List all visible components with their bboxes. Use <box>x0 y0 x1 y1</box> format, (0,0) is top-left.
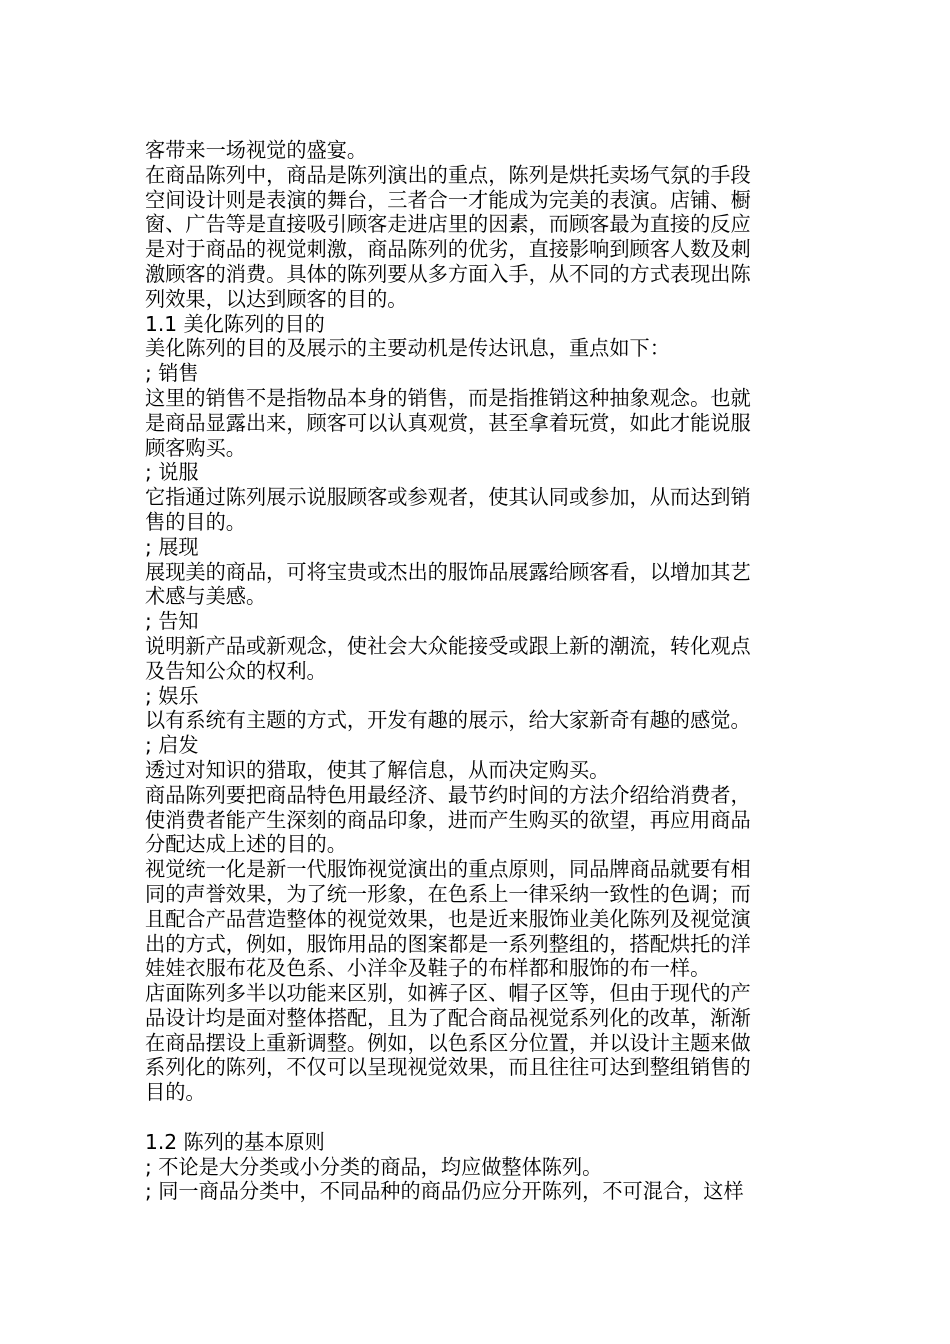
text-line: 视觉统一化是新一代服饰视觉演出的重点原则，同品牌商品就要有相 <box>145 857 751 882</box>
text-line: 商品陈列要把商品特色用最经济、最节约时间的方法介绍给消费者， <box>145 782 751 807</box>
text-line: 以有系统有主题的方式，开发有趣的展示，给大家新奇有趣的感觉。 <box>145 708 751 733</box>
text-line: 窗、广告等是直接吸引顾客走进店里的因素，而顾客最为直接的反应 <box>145 212 751 237</box>
bullet-heading: ; 销售 <box>145 361 199 386</box>
text-line: 且配合产品营造整体的视觉效果，也是近来服饰业美化陈列及视觉演 <box>145 906 751 931</box>
bullet-heading: ; 启发 <box>145 733 199 758</box>
text-line: 这里的销售不是指物品本身的销售，而是指推销这种抽象观念。也就 <box>145 385 751 410</box>
text-line: 列效果，以达到顾客的目的。 <box>145 286 408 311</box>
text-line: 说明新产品或新观念，使社会大众能接受或跟上新的潮流，转化观点 <box>145 633 751 658</box>
section-heading: 1.1 美化陈列的目的 <box>145 311 325 336</box>
text-line: 在商品摆设上重新调整。例如，以色系区分位置，并以设计主题来做 <box>145 1030 751 1055</box>
text-line: 出的方式，例如，服饰用品的图案都是一系列整组的，搭配烘托的洋 <box>145 931 751 956</box>
text-line: 顾客购买。 <box>145 435 246 460</box>
text-line: 它指通过陈列展示说服顾客或参观者，使其认同或参加，从而达到销 <box>145 485 751 510</box>
bullet-heading: ; 展现 <box>145 534 199 559</box>
text-line: 系列化的陈列，不仅可以呈现视觉效果，而且往往可达到整组销售的 <box>145 1055 751 1080</box>
text-line: 透过对知识的猎取，使其了解信息，从而决定购买。 <box>145 757 610 782</box>
text-line: 是对于商品的视觉刺激，商品陈列的优劣，直接影响到顾客人数及刺 <box>145 237 751 262</box>
bullet-heading: ; 说服 <box>145 460 199 485</box>
text-line: 同的声誉效果，为了统一形象，在色系上一律采纳一致性的色调；而 <box>145 881 751 906</box>
bullet-heading: ; 娱乐 <box>145 683 199 708</box>
text-line: 术感与美感。 <box>145 584 267 609</box>
text-line: 店面陈列多半以功能来区别，如裤子区、帽子区等，但由于现代的产 <box>145 981 751 1006</box>
text-line: 展现美的商品，可将宝贵或杰出的服饰品展露给顾客看，以增加其艺 <box>145 559 751 584</box>
bullet-line: ; 不论是大分类或小分类的商品，均应做整体陈列。 <box>145 1154 603 1179</box>
text-line: 是商品显露出来，顾客可以认真观赏，甚至拿着玩赏，如此才能说服 <box>145 410 751 435</box>
text-line: 使消费者能产生深刻的商品印象，进而产生购买的欲望，再应用商品 <box>145 807 751 832</box>
text-line: 美化陈列的目的及展示的主要动机是传达讯息，重点如下： <box>145 336 670 361</box>
text-line: 及告知公众的权利。 <box>145 658 327 683</box>
text-line: 空间设计则是表演的舞台，三者合一才能成为完美的表演。店铺、橱 <box>145 187 751 212</box>
bullet-heading: ; 告知 <box>145 609 199 634</box>
text-line: 客带来一场视觉的盛宴。 <box>145 138 368 162</box>
document-body <box>145 138 815 1204</box>
text-line: 目的。 <box>145 1080 206 1105</box>
text-line: 售的目的。 <box>145 509 246 534</box>
text-line: 分配达成上述的目的。 <box>145 832 347 857</box>
text-line: 娃娃衣服布花及色系、小洋伞及鞋子的布样都和服饰的布一样。 <box>145 956 711 981</box>
text-line: 在商品陈列中，商品是陈列演出的重点，陈列是烘托卖场气氛的手段 <box>145 162 751 187</box>
text-line: 品设计均是面对整体搭配，且为了配合商品视觉系列化的改革，渐渐 <box>145 1005 751 1030</box>
text-line: 激顾客的消费。具体的陈列要从多方面入手，从不同的方式表现出陈 <box>145 261 751 286</box>
blank-line <box>145 1105 815 1130</box>
section-heading: 1.2 陈列的基本原则 <box>145 1129 325 1154</box>
bullet-line: ; 同一商品分类中，不同品种的商品仍应分开陈列，不可混合，这样 <box>145 1179 744 1204</box>
